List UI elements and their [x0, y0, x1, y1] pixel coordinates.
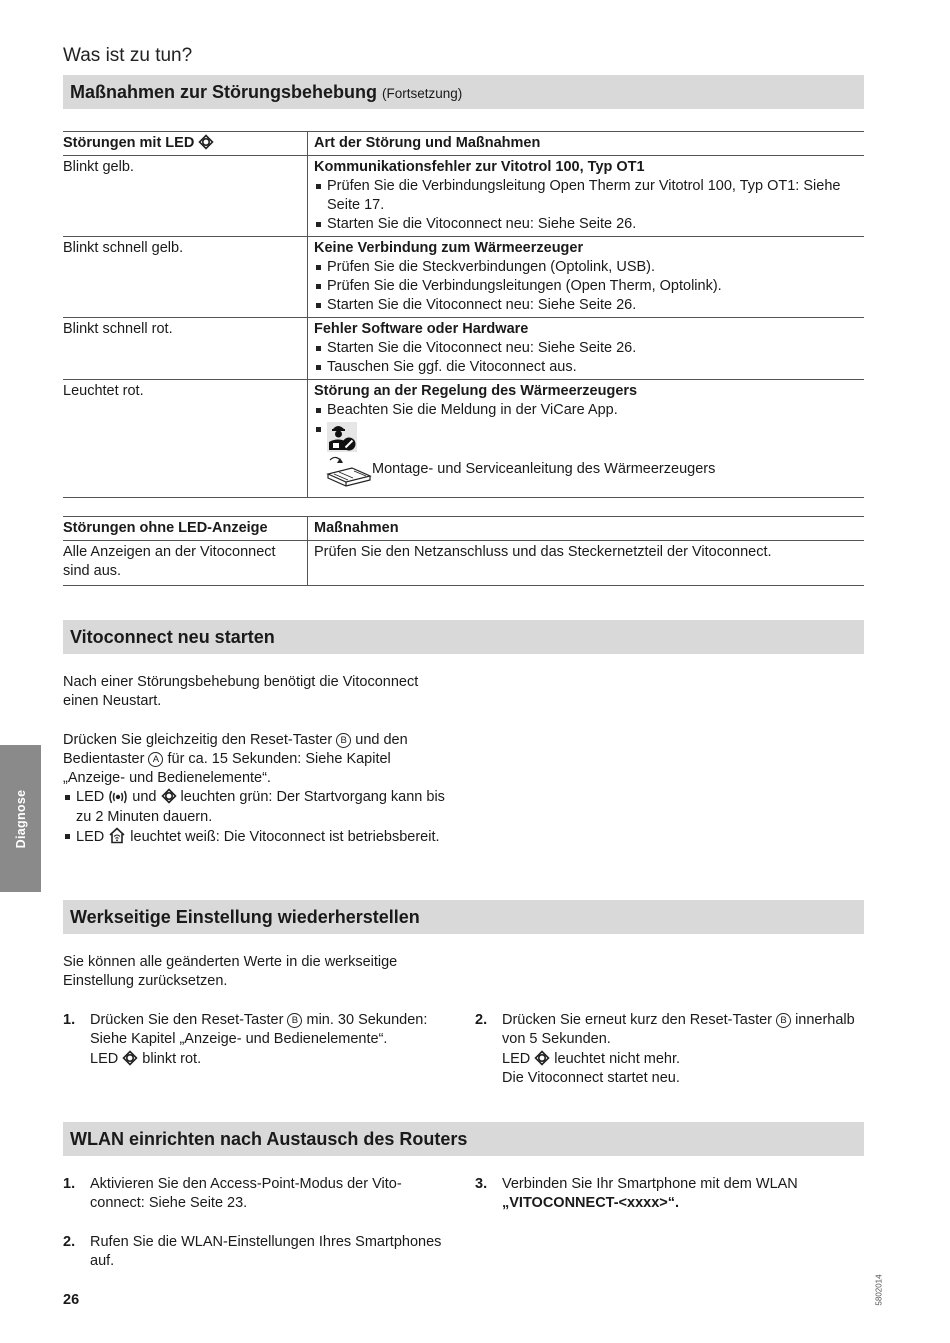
fault-condition: Leuchtet rot. [63, 380, 308, 498]
table-row [63, 156, 864, 237]
measure-list [314, 339, 864, 377]
section-header-restart [63, 620, 864, 654]
table-header-row [63, 132, 864, 156]
table-row [63, 318, 864, 380]
section-header-troubleshooting [63, 75, 864, 109]
measure-item: Starten Sie die Vitoconnect neu: Siehe Seite 26. [314, 215, 864, 234]
wlan-step-2: 2. Rufen Sie die WLAN-Einstellungen Ihres Smartphones auf. [63, 1234, 442, 1270]
table-header-cell: Störungen ohne LED-Anzeige [63, 517, 308, 541]
section-title: Vitoconnect neu starten [70, 626, 275, 647]
led-status-icon [198, 134, 214, 150]
factory-reset-step-2: 2. Drücken Sie erneut kurz den Reset-Taster B innerhalb von 5 Sekunden. LED leuchtet nicht mehr. Die Vitoconnect startet neu. [475, 1012, 855, 1086]
page-heading: Was ist zu tun? [63, 45, 193, 66]
fault-measures [308, 318, 865, 380]
led-status-icon [534, 1050, 550, 1066]
section-title: WLAN einrichten nach Austausch des Routers [70, 1128, 468, 1149]
measure-item: Prüfen Sie die Verbindungsleitungen (Open Therm, Optolink). [314, 277, 864, 296]
reset-key-label: B [336, 733, 351, 748]
fault-measures [308, 237, 865, 318]
page-number: 26 [63, 1292, 80, 1308]
operate-key-label: A [148, 752, 163, 767]
measure-item: Starten Sie die Vitoconnect neu: Siehe Seite 26. [314, 296, 864, 315]
wlan-ssid: „VITOCONNECT-<xxxx>“. [502, 1195, 680, 1212]
fault-measures: Prüfen Sie den Netzanschluss und das Steckernetzteil der Vitoconnect. [314, 544, 772, 560]
measure-list [314, 258, 864, 315]
service-manual-text: Montage- und Serviceanleitung des Wärmeerzeugers [372, 461, 716, 477]
restart-led-list [63, 788, 453, 847]
service-technician-icon [327, 422, 357, 452]
table-row [63, 380, 864, 498]
restart-intro: Nach einer Störungsbehebung benötigt die Vitoconnect einen Neustart. [63, 674, 419, 710]
measure-item: Prüfen Sie die Verbindungsleitung Open Therm zur Vitotrol 100, Typ OT1: Siehe Seite 17. [314, 177, 864, 215]
fault-measures [308, 156, 865, 237]
section-header-factory-reset [63, 900, 864, 934]
fault-condition: Blinkt gelb. [63, 156, 308, 237]
measure-item: Prüfen Sie die Steckverbindungen (Optolink, USB). [314, 258, 864, 277]
table-header-row [63, 517, 864, 541]
list-item: LED und leuchten grün: Der Startvorgang kann bis zu 2 Minuten dauern. [63, 788, 453, 827]
section-header-wlan [63, 1122, 864, 1156]
table-header-cell: Maßnahmen [314, 520, 399, 536]
restart-instruction: Drücken Sie gleichzeitig den Reset-Taster B und den Bedientaster A für ca. 15 Sekunden: Siehe Kapitel „Anzeige- und Bedienelemente“. [63, 731, 408, 787]
factory-reset-step-1: 1. Drücken Sie den Reset-Taster B min. 30 Sekunden: Siehe Kapitel „Anzeige- und Bedienelemente“. LED blinkt rot. [63, 1012, 428, 1067]
restart-instructions [63, 673, 453, 847]
fault-condition: Blinkt schnell gelb. [63, 237, 308, 318]
side-tab-diagnose: Diagnose [0, 745, 41, 892]
fault-condition: Alle Anzeigen an der Vitoconnect sind aus. [63, 541, 308, 586]
measure-list [314, 177, 864, 234]
led-status-icon [161, 788, 177, 804]
section-subtitle: (Fortsetzung) [382, 86, 463, 101]
book-reference-icon [326, 452, 372, 490]
fault-measures [308, 380, 865, 498]
fault-condition: Blinkt schnell rot. [63, 318, 308, 380]
fault-title: Kommunikationsfehler zur Vitotrol 100, Typ OT1 [314, 159, 645, 175]
fault-title: Fehler Software oder Hardware [314, 321, 529, 337]
led-status-icon [122, 1050, 138, 1066]
measure-item: Tauschen Sie ggf. die Vitoconnect aus. [314, 358, 864, 377]
wifi-led-icon [108, 790, 128, 804]
table-header-cell: Art der Störung und Maßnahmen [314, 135, 541, 151]
reset-key-label: B [287, 1013, 302, 1028]
reset-key-label: B [776, 1013, 791, 1028]
table-header-cell: Störungen mit LED [63, 132, 308, 156]
section-title: Maßnahmen zur Störungsbehebung [70, 81, 378, 102]
measure-list [314, 401, 864, 450]
fault-title: Störung an der Regelung des Wärmeerzeugers [314, 383, 638, 399]
factory-reset-intro: Sie können alle geänderten Werte in die werkseitige Einstellung zurücksetzen. [63, 954, 398, 990]
wlan-step-3: 3. Verbinden Sie Ihr Smartphone mit dem WLAN „VITOCONNECT-<xxxx>“. [475, 1176, 798, 1212]
service-manual-reference [314, 452, 864, 492]
measure-item [314, 420, 864, 450]
fault-title: Keine Verbindung zum Wärmeerzeuger [314, 240, 584, 256]
list-item: LED leuchtet weiß: Die Vitoconnect ist betriebsbereit. [63, 827, 453, 847]
document-code: 5802014 [874, 1274, 884, 1306]
measure-item: Starten Sie die Vitoconnect neu: Siehe Seite 26. [314, 339, 864, 358]
table-no-led-faults [63, 516, 864, 586]
wlan-step-1: 1. Aktivieren Sie den Access-Point-Modus der Vitoconnect: Siehe Seite 23. [63, 1176, 402, 1212]
table-row [63, 237, 864, 318]
section-title: Werkseitige Einstellung wiederherstellen [70, 906, 420, 927]
home-led-icon [108, 827, 126, 844]
table-led-faults [63, 131, 864, 498]
table-row [63, 541, 864, 586]
measure-item: Beachten Sie die Meldung in der ViCare App. [314, 401, 864, 420]
